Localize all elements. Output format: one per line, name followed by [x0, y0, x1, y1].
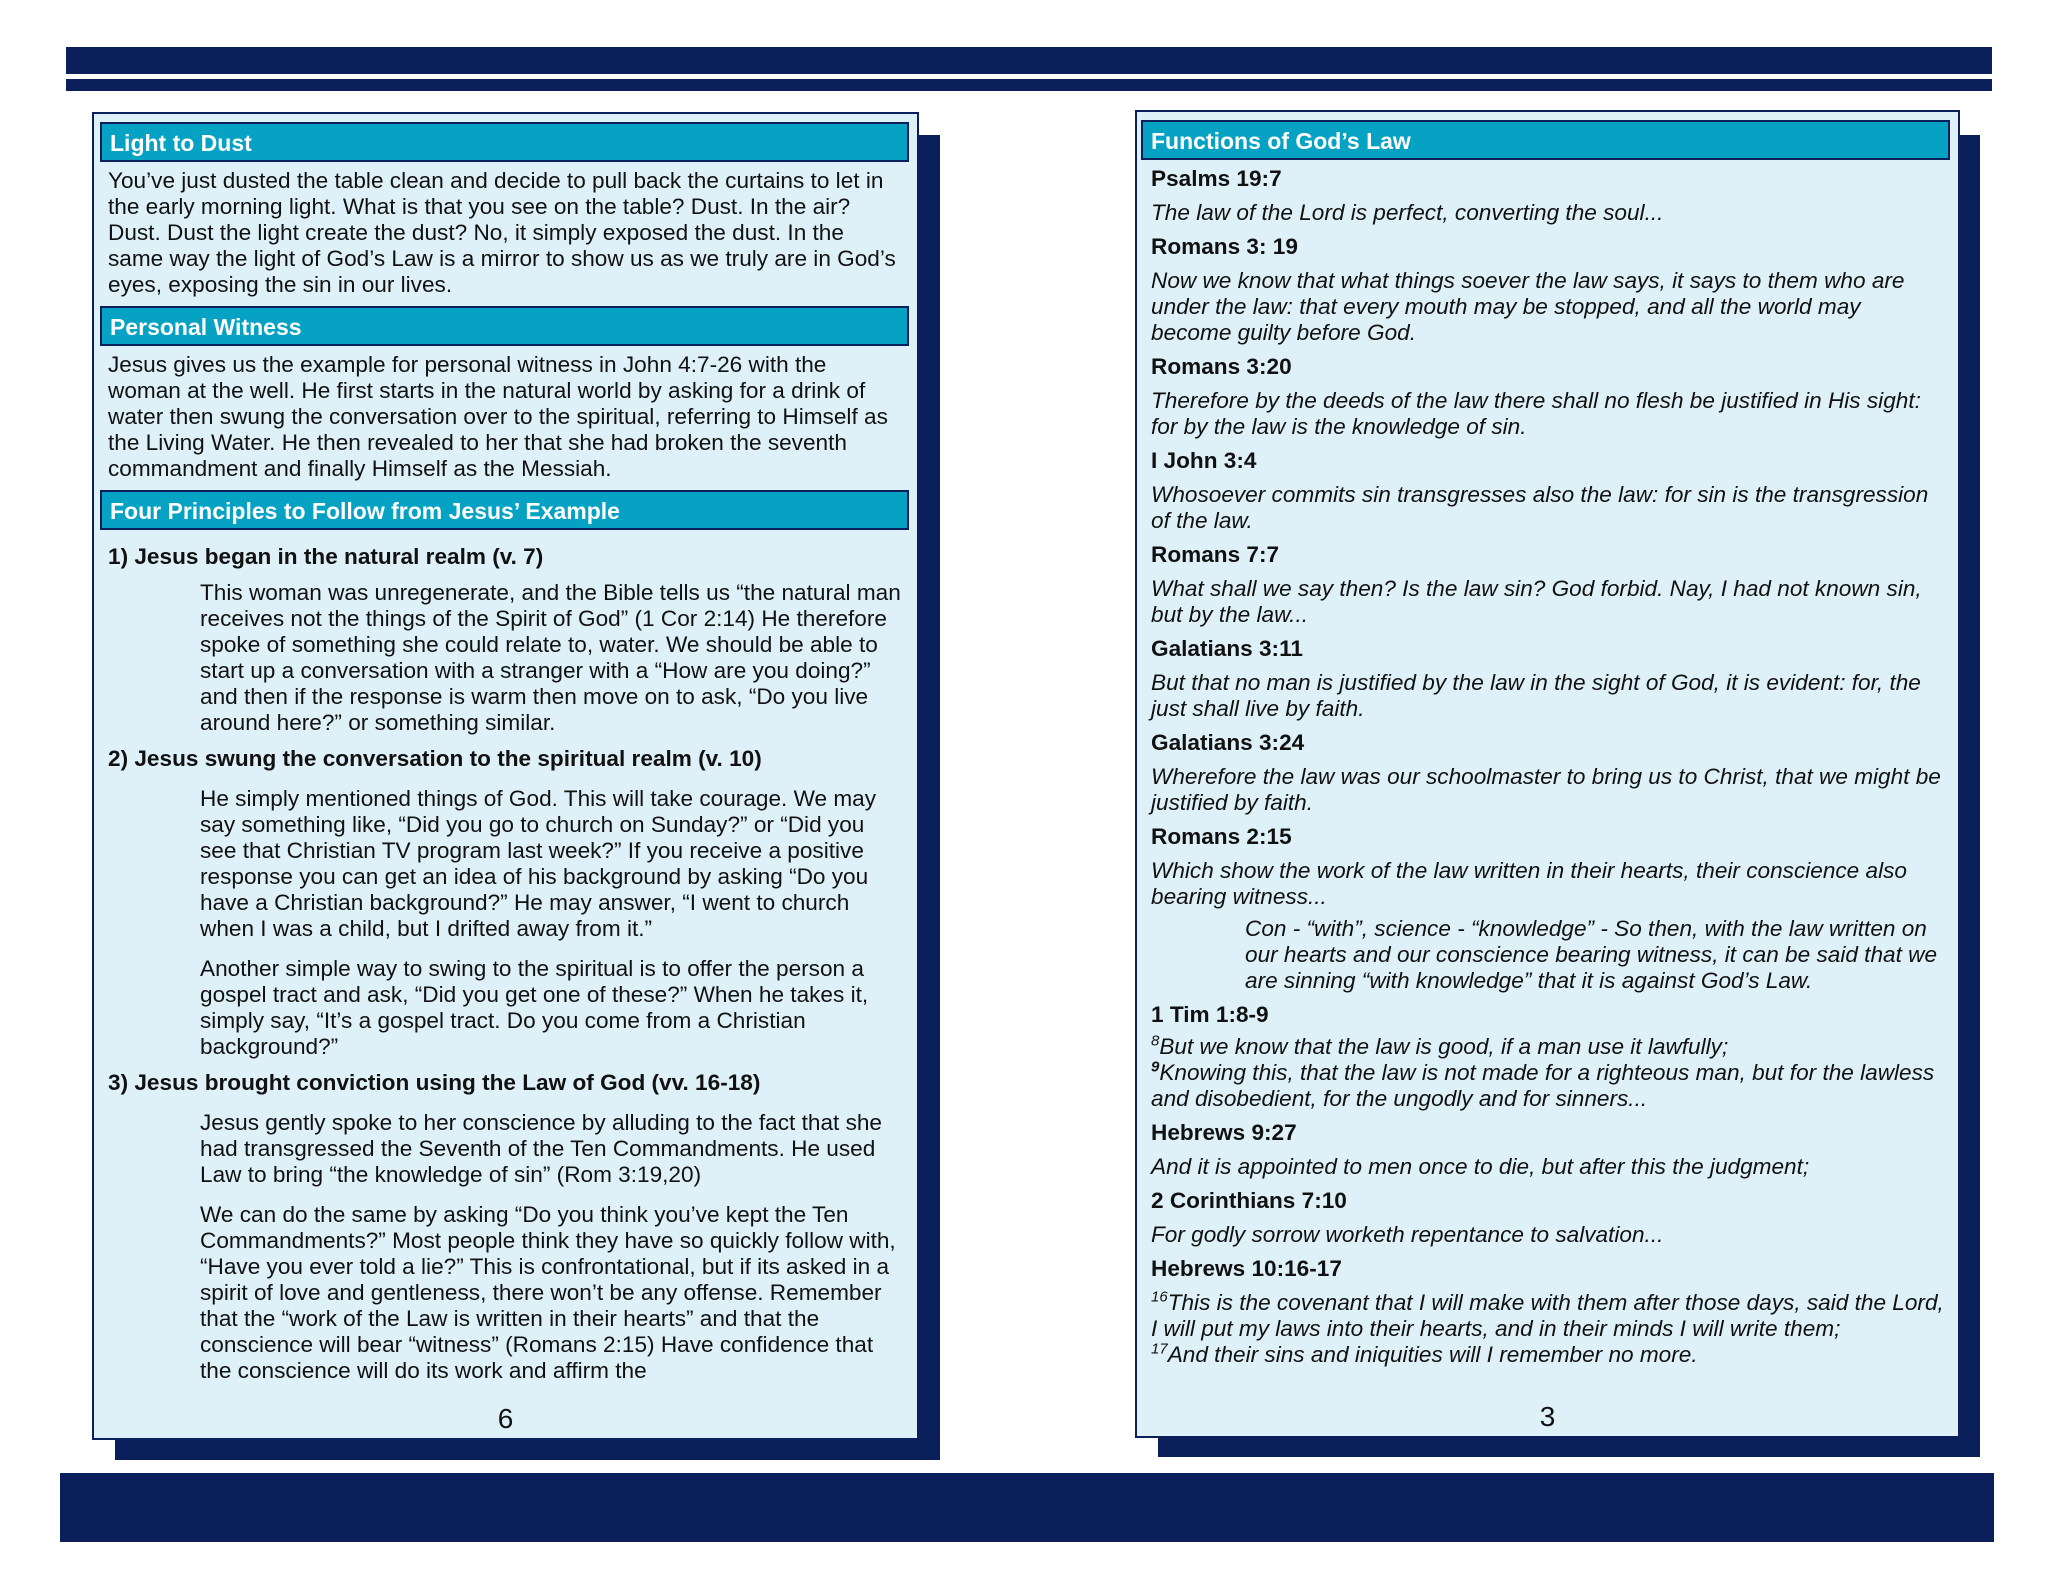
ref-romans-3-20: Romans 3:20 — [1151, 354, 1292, 379]
personal-witness-heading: Personal Witness — [100, 306, 909, 346]
principle-2-paragraph-2: Another simple way to swing to the spiritual is to offer the person a gospel tract and ask, “Did you get one of these?” When he takes it, simply say, “It’s a gospel tract. Do you come from a Christian background?” — [200, 956, 869, 1059]
verse-number-9: 9 — [1151, 1058, 1160, 1076]
ref-galatians-3-24: Galatians 3:24 — [1151, 730, 1305, 755]
principle-3-paragraph-1: Jesus gently spoke to her conscience by alluding to the fact that she had transgressed the Seventh of the Ten Commandments. He used Law to bring “the knowledge of sin” (Rom 3:19,20) — [200, 1110, 882, 1187]
light-to-dust-heading: Light to Dust — [100, 122, 909, 162]
verse-psalms-19-7: The law of the Lord is perfect, converting the soul... — [1151, 200, 1664, 225]
ref-romans-3-19: Romans 3: 19 — [1151, 234, 1298, 259]
ref-hebrews-9-27: Hebrews 9:27 — [1151, 1120, 1297, 1145]
left-page-number: 6 — [94, 1404, 917, 1434]
verse-number-8: 8 — [1151, 1032, 1160, 1050]
ref-romans-2-15: Romans 2:15 — [1151, 824, 1292, 849]
left-page-panel — [92, 112, 919, 1440]
verse-romans-3-19: Now we know that what things soever the law says, it says to them who are under the law: that every mouth may be stopped, and all the world may become guilty before God. — [1151, 268, 1905, 345]
functions-of-gods-law-heading: Functions of God’s Law — [1141, 120, 1950, 160]
verse-hebrews-9-27: And it is appointed to men once to die, but after this the judgment; — [1151, 1154, 1810, 1179]
bottom-band — [60, 1473, 1994, 1542]
ref-1-john-3-4: I John 3:4 — [1151, 448, 1257, 473]
ref-2-corinthians-7-10: 2 Corinthians 7:10 — [1151, 1188, 1347, 1213]
light-to-dust-body: You’ve just dusted the table clean and decide to pull back the curtains to let in the early morning light. What is that you see on the table? Dust. In the air? Dust. Dust the light create the dust? No, it simply exposed the dust. In the same way the light of God’s Law is a mirror to show us as we truly are in God’s eyes, exposing the sin in our lives. — [108, 168, 896, 297]
verse-number-16: 16 — [1151, 1288, 1168, 1306]
principle-1-paragraph: This woman was unregenerate, and the Bible tells us “the natural man receives not the things of the Spirit of God” (1 Cor 2:14) He therefore spoke of something she could relate to, water. We should be able to start up a conversation with a stranger with a “How are you doing?” and then if the response is warm then move on to ask, “Do you live around here?” or something similar. — [200, 580, 901, 735]
personal-witness-body: Jesus gives us the example for personal witness in John 4:7-26 with the woman at the well. He first starts in the natural world by asking for a drink of water then swung the conversation over to the spiritual, referring to Himself as the Living Water. He then revealed to her that she had broken the seventh commandment and finally Himself as the Messiah. — [108, 352, 888, 481]
principle-3-paragraph-2: We can do the same by asking “Do you think you’ve kept the Ten Commandments?” Most people think they have so quickly follow with, “Have you ever told a lie?” This is confrontational, but if its asked in a spirit of love and gentleness, there won’t be any offense. Remember that the “work of the Law is written in their hearts” and that the conscience will bear “witness” (Romans 2:15) Have confidence that the conscience will do its work and affirm the — [200, 1202, 896, 1383]
verse-hebrews-10-16: This is the covenant that I will make with them after those days, said the Lord, I will put my laws into their hearts, and in their minds I will write them; — [1151, 1290, 1944, 1341]
verse-galatians-3-24: Wherefore the law was our schoolmaster to bring us to Christ, that we might be justified by faith. — [1151, 764, 1941, 815]
verse-hebrews-10-17: And their sins and iniquities will I remember no more. — [1167, 1342, 1698, 1367]
right-page-number: 3 — [1137, 1402, 1958, 1432]
note-romans-2-15: Con - “with”, science - “knowledge” - So then, with the law written on our hearts and our conscience bearing witness, it can be said that we are sinning “with knowledge” that it is against God’s Law. — [1245, 916, 1938, 993]
top-band-thin — [66, 79, 1992, 91]
right-page-panel — [1135, 110, 1960, 1438]
ref-romans-7-7: Romans 7:7 — [1151, 542, 1280, 567]
top-band-thick — [66, 47, 1992, 74]
verse-hebrews-10-16-17 — [1151, 1290, 1946, 1368]
verse-1-tim-1-8-9 — [1151, 1034, 1946, 1112]
verse-galatians-3-11: But that no man is justified by the law in the sight of God, it is evident: for, the just shall live by faith. — [1151, 670, 1921, 721]
ref-galatians-3-11: Galatians 3:11 — [1151, 636, 1303, 661]
verse-romans-2-15: Which show the work of the law written in their hearts, their conscience also bearing witness... — [1151, 858, 1907, 909]
ref-1-tim-1-8-9: 1 Tim 1:8-9 — [1151, 1002, 1269, 1027]
verse-number-17: 17 — [1151, 1340, 1168, 1358]
four-principles-heading: Four Principles to Follow from Jesus’ Example — [100, 490, 909, 530]
principle-3-title: 3) Jesus brought conviction using the Law of God (vv. 16-18) — [108, 1070, 761, 1095]
principle-1-title: 1) Jesus began in the natural realm (v. 7) — [108, 544, 544, 569]
verse-1-tim-1-8: But we know that the law is good, if a man use it lawfully; — [1159, 1034, 1729, 1059]
ref-psalms-19-7: Psalms 19:7 — [1151, 166, 1282, 191]
principle-2-title: 2) Jesus swung the conversation to the spiritual realm (v. 10) — [108, 746, 762, 771]
verse-romans-7-7: What shall we say then? Is the law sin? God forbid. Nay, I had not known sin, but by the law... — [1151, 576, 1922, 627]
verse-1-tim-1-9: Knowing this, that the law is not made for a righteous man, but for the lawless and disobedient, for the ungodly and for sinners... — [1151, 1060, 1935, 1111]
verse-romans-3-20: Therefore by the deeds of the law there shall no flesh be justified in His sight: for by the law is the knowledge of sin. — [1151, 388, 1921, 439]
ref-hebrews-10-16-17: Hebrews 10:16-17 — [1151, 1256, 1342, 1281]
principle-2-paragraph-1: He simply mentioned things of God. This will take courage. We may say something like, “Did you go to church on Sunday?” or “Did you see that Christian TV program last week?” If you receive a positive response you can get an idea of his background by asking “Do you have a Christian background?” He may answer, “I went to church when I was a child, but I drifted away from it.” — [200, 786, 877, 941]
verse-2-corinthians-7-10: For godly sorrow worketh repentance to salvation... — [1151, 1222, 1664, 1247]
verse-1-john-3-4: Whosoever commits sin transgresses also the law: for sin is the transgression of the law. — [1151, 482, 1929, 533]
